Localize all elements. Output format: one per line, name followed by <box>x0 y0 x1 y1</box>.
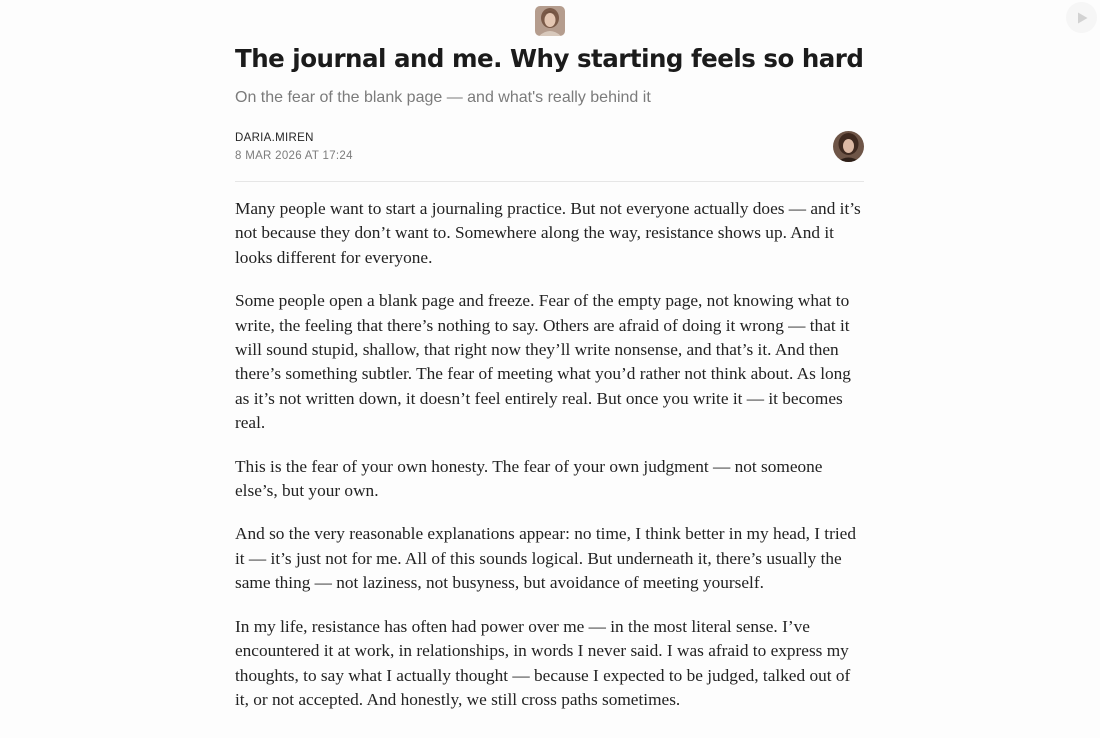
play-icon <box>1075 11 1089 25</box>
article-title: The journal and me. Why starting feels so hard <box>235 44 864 73</box>
paragraph: This is the fear of your own honesty. The fear of your own judgment — not someone else’s, but your own. <box>235 456 823 501</box>
post-date: 8 MAR 2026 AT 17:24 <box>235 150 353 162</box>
paragraph: And so the very reasonable explanations appear: no time, I think better in my head, I tried it — it’s just not for me. All of this sounds logical. But underneath it, there’s usually the same thing — not laziness, not busyness, but avoidance of meeting yourself. <box>235 524 856 593</box>
profile-photo-icon <box>535 6 565 36</box>
play-button[interactable] <box>1066 2 1097 33</box>
author-avatar[interactable] <box>833 131 864 162</box>
top-avatar[interactable] <box>535 6 565 36</box>
header-divider <box>235 181 864 182</box>
paragraph: In my life, resistance has often had power over me — in the most literal sense. I’ve encountered it at work, in relationships, in words I never said. I was afraid to express my thoughts, to say what I actually thought — because I expected to be judged, talked out of it, or not accepted. And honestly, we still cross paths sometimes. <box>235 616 851 709</box>
author-name[interactable]: DARIA.MIREN <box>235 132 314 144</box>
author-photo-icon <box>833 131 864 162</box>
article-body <box>235 197 864 731</box>
paragraph: Many people want to start a journaling practice. But not everyone actually does — and it’s not because they don’t want to. Somewhere along the way, resistance shows up. And it looks different for everyone. <box>235 199 861 267</box>
article-subtitle: On the fear of the blank page — and what's really behind it <box>235 89 651 106</box>
paragraph: Some people open a blank page and freeze. Fear of the empty page, not knowing what to write, the feeling that there’s nothing to say. Others are afraid of doing it wrong — that it will sound stupid, shallow, that right now they’ll write nonsense, and that’s it. And then there’s something subtler. The fear of meeting what you’d rather not think about. As long as it’s not written down, it doesn’t feel entirely real. But once you write it — it becomes real. <box>235 291 851 433</box>
